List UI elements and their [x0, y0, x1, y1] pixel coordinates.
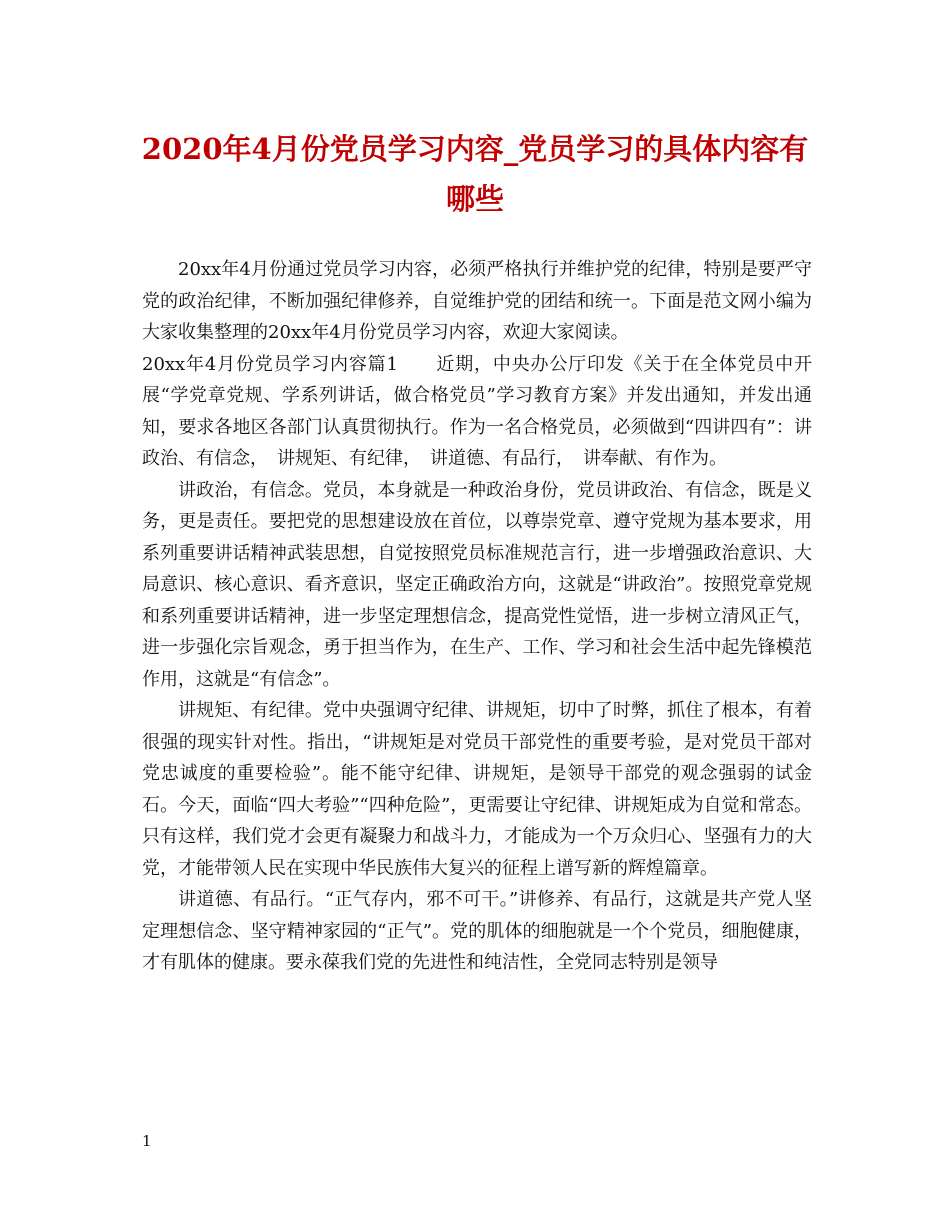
page-number: 1 — [142, 1132, 152, 1150]
paragraph-morality-conduct: 讲道德、有品行。“正气存内，邪不可干。”讲修养、有品行，这就是共产党人坚定理想信念、坚守精神家园的“正气”。党的肌体的细胞就是一个个党员，细胞健康，才有肌体的健康。要永葆我们党的先进性和纯洁性，全党同志特别是领导 — [142, 889, 812, 973]
paragraph-politics-belief: 讲政治，有信念。党员，本身就是一种政治身份，党员讲政治、有信念，既是义务，更是责任。要把党的思想建设放在首位，以尊崇党章、遵守党规为基本要求，用系列重要讲话精神武装思想，自觉按照党员标准规范言行，进一步增强政治意识、大局意识、核心意识、看齐意识，坚定正确政治方向，这就是“讲政治”。按照党章党规和系列重要讲话精神，进一步坚定理想信念，提高党性觉悟，进一步树立清风正气，进一步强化宗旨观念，勇于担当作为，在生产、工作、学习和社会生活中起先锋模范作用，这就是“有信念”。 — [142, 479, 812, 690]
paragraph-rules-discipline: 讲规矩、有纪律。党中央强调守纪律、讲规矩，切中了时弊，抓住了根本，有着很强的现实针对性。指出，“讲规矩是对党员干部党性的重要考验，是对党员干部对党忠诚度的重要检验”。能不能守纪律、讲规矩，是领导干部党的观念强弱的试金石。今天，面临“四大考验”“四种危险”，更需要让守纪律、讲规矩成为自觉和常态。只有这样，我们党才会更有凝聚力和战斗力，才能成为一个万众归心、坚强有力的大党，才能带领人民在实现中华民族伟大复兴的征程上谱写新的辉煌篇章。 — [142, 700, 812, 879]
document-body — [142, 254, 812, 979]
paragraph-intro: 20xx年4月份通过党员学习内容，必须严格执行并维护党的纪律，特别是要严守党的政治纪律，不断加强纪律修养，自觉维护党的团结和统一。下面是范文网小编为大家收集整理的20xx年4月份党员学习内容，欢迎大家阅读。 — [142, 259, 812, 343]
paragraph-part-1: 20xx年4月份党员学习内容篇1 近期，中央办公厅印发《关于在全体党员中开展“学党章党规、学系列讲话，做合格党员”学习教育方案》并发出通知，并发出通知，要求各地区各部门认真贯彻执行。作为一名合格党员，必须做到“四讲四有”：讲政治、有信念， 讲规矩、有纪律， 讲道德、有品行， 讲奉献、有作为。 — [142, 353, 812, 469]
document-title: 2020年4月份党员学习内容_党员学习的具体内容有哪些 — [141, 132, 809, 216]
